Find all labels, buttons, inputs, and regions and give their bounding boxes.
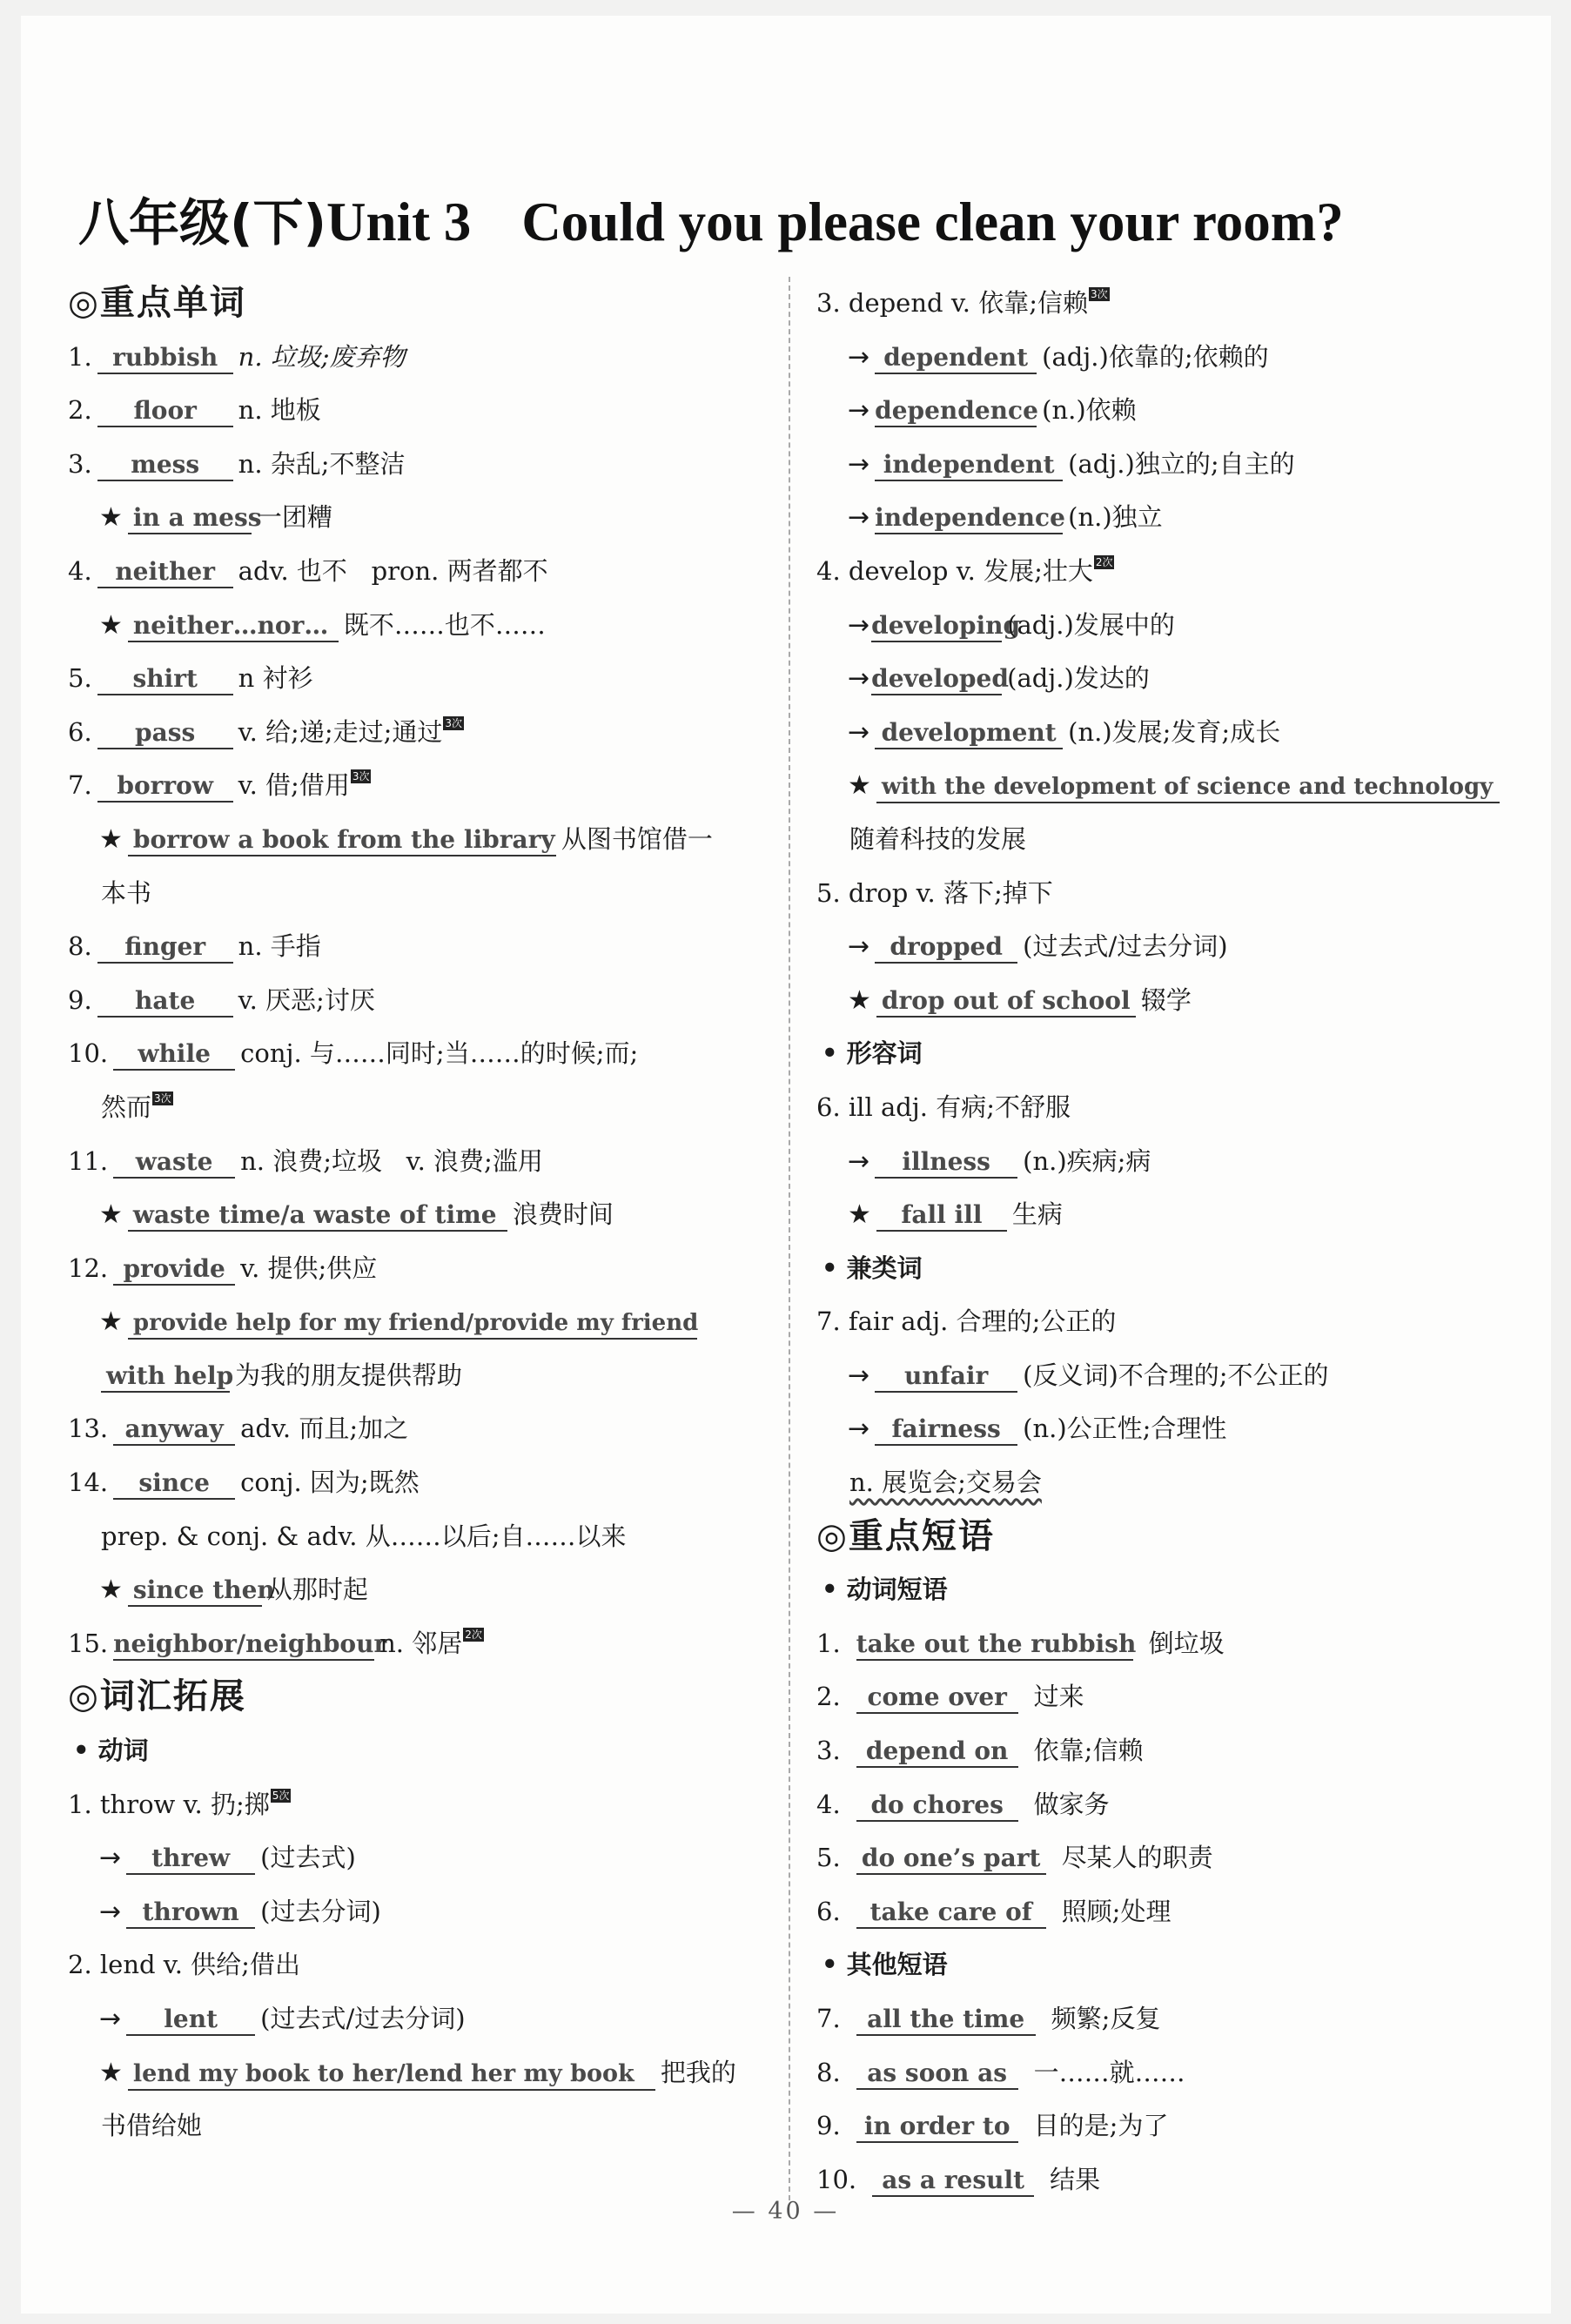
word-item: ★ lend my book to her/lend her my book 把我的: [68, 2046, 764, 2100]
answer-blank: do chores: [856, 1790, 1018, 1822]
arrow-icon: →: [848, 663, 870, 695]
word-item: → dropped (过去式/过去分词): [848, 931, 1228, 963]
word-item: 3. mess n. 杂乱;不整洁: [68, 438, 764, 492]
page-title: [78, 187, 1523, 258]
subhead-multi-class: • 兼类词: [822, 1253, 923, 1283]
subhead-other-phrases: • 其他短语: [822, 1950, 948, 1980]
subhead-adjectives: • 形容词: [822, 1038, 923, 1069]
word-item: ★ borrow a book from the library 从图书馆借一: [99, 823, 713, 855]
answer-blank: as a result: [872, 2166, 1034, 2197]
answer-blank: come over: [856, 1683, 1018, 1714]
frequency-badge: 3次: [154, 1091, 171, 1105]
word-item: → unfair (反义词)不合理的;不公正的: [848, 1360, 1329, 1391]
answer-blank: independence: [875, 503, 1063, 534]
answer-blank: threw: [126, 1844, 255, 1875]
word-item: 4. develop v. 发展;壮大 2次: [816, 555, 1113, 586]
frequency-badge: 3次: [352, 770, 370, 783]
answer-blank: in a mess: [128, 503, 252, 534]
phrase-item: 10. as a result 结果: [816, 2153, 1539, 2207]
section-vocab-expand: ◎词汇拓展: [68, 1676, 246, 1717]
answer-blank: in order to: [856, 2112, 1018, 2143]
arrow-icon: →: [848, 1145, 870, 1177]
phrase-item: 9. in order to 目的是;为了: [816, 2099, 1539, 2153]
answer-blank: provide help for my friend/provide my friend: [128, 1308, 697, 1340]
phrase-item: 5. do one’s part 尽某人的职责: [816, 1831, 1539, 1885]
star-icon: ★: [99, 823, 123, 855]
answer-blank: dropped: [875, 932, 1017, 964]
arrow-icon: →: [848, 502, 870, 534]
star-icon: ★: [848, 1199, 871, 1231]
answer-blank: unfair: [875, 1361, 1017, 1393]
frequency-badge: 3次: [445, 716, 463, 729]
arrow-icon: →: [848, 1414, 870, 1445]
answer-blank: floor: [97, 396, 233, 427]
word-item: 11. waste n. 浪费;垃圾 v. 浪费;滥用: [68, 1135, 764, 1189]
word-item: ★ neither…nor… 既不……也不……: [99, 609, 546, 641]
arrow-icon: →: [99, 1896, 122, 1927]
star-icon: ★: [99, 502, 123, 534]
word-item: 13. anyway adv. 而且;加之: [68, 1402, 764, 1456]
word-item: 3. depend v. 依靠;信赖 3次: [816, 288, 1108, 318]
word-item: 12. provide v. 提供;供应: [68, 1242, 764, 1296]
word-item: → development (n.)发展;发育;成长: [848, 716, 1281, 748]
answer-blank: with the development of science and technology: [876, 772, 1500, 803]
word-item: ★ waste time/a waste of time 浪费时间: [99, 1199, 614, 1231]
word-item: 9. hate v. 厌恶;讨厌: [68, 974, 764, 1028]
answer-blank: drop out of school: [876, 986, 1136, 1018]
answer-blank: take care of: [856, 1897, 1046, 1929]
subhead-verb-phrases: • 动词短语: [822, 1575, 948, 1605]
phrase-item: 6. take care of 照顾;处理: [816, 1885, 1539, 1939]
answer-blank: borrow: [97, 771, 233, 803]
answer-blank: illness: [875, 1147, 1017, 1179]
arrow-icon: →: [99, 2004, 122, 2034]
answer-blank: depend on: [856, 1736, 1018, 1768]
word-item: 1. rubbish n. 垃圾;废弃物: [68, 331, 764, 385]
word-item: ★ since then从那时起: [99, 1575, 368, 1606]
answer-blank: since: [113, 1468, 235, 1500]
phrase-item: 2. come over 过来: [816, 1670, 1539, 1724]
title-grade: 八年级(下): [78, 193, 327, 252]
page-number: — 40 —: [731, 2198, 840, 2225]
word-item-continued: with help为我的朋友提供帮助: [68, 1349, 764, 1403]
answer-blank: do one’s part: [856, 1844, 1046, 1875]
answer-blank: with help: [101, 1361, 230, 1393]
arrow-icon: →: [848, 716, 870, 748]
frequency-badge: 2次: [465, 1628, 482, 1641]
answer-blank: thrown: [126, 1897, 255, 1929]
star-icon: ★: [99, 1575, 123, 1606]
answer-blank: waste: [113, 1147, 235, 1179]
word-item: →developed(adj.)发达的: [848, 663, 1150, 695]
arrow-icon: →: [848, 395, 870, 427]
answer-blank: lent: [126, 2005, 255, 2036]
answer-blank: as soon as: [856, 2059, 1018, 2090]
word-item: ★ fall ill 生病: [848, 1199, 1063, 1231]
answer-blank: while: [113, 1039, 235, 1071]
word-item: 2. floor n. 地板: [68, 384, 764, 438]
word-item-continued: 书借给她: [101, 2111, 203, 2141]
star-icon: ★: [99, 609, 123, 641]
word-item: 14. since conj. 因为;既然: [68, 1456, 764, 1510]
word-item: 7. borrow v. 借;借用 3次: [68, 759, 764, 813]
word-item: 7. fair adj. 合理的;公正的: [816, 1306, 1117, 1337]
arrow-icon: →: [848, 448, 870, 480]
phrase-item: 3. depend on 依靠;信赖: [816, 1724, 1539, 1778]
answer-blank: fairness: [875, 1414, 1017, 1446]
word-item: → lent (过去式/过去分词): [99, 2004, 466, 2034]
title-question: Could you please clean your room?: [521, 191, 1344, 252]
answer-blank: developing: [871, 611, 1002, 642]
answer-blank: borrow a book from the library: [128, 825, 556, 856]
star-icon: ★: [848, 984, 871, 1016]
star-icon: ★: [99, 1306, 123, 1338]
answer-blank: developed: [871, 664, 1002, 695]
answer-blank: neither: [97, 557, 233, 588]
word-item: → thrown (过去分词): [99, 1896, 381, 1927]
word-item: 2. lend v. 供给;借出: [68, 1950, 300, 1980]
frequency-badge: 5次: [272, 1789, 290, 1802]
answer-blank: development: [875, 718, 1063, 749]
answer-blank: finger: [97, 932, 233, 964]
word-item: 8. finger n. 手指: [68, 920, 764, 974]
answer-blank: since then: [128, 1575, 262, 1607]
phrase-item: 4. do chores 做家务: [816, 1778, 1539, 1832]
section-key-words: ◎重点单词: [68, 283, 246, 323]
phrase-item: 7. all the time 频繁;反复: [816, 1992, 1539, 2046]
word-item: [816, 759, 1539, 813]
star-icon: ★: [99, 1199, 123, 1231]
word-item-continued: 随着科技的发展: [849, 823, 1027, 854]
word-item-continued: 然而 3次: [101, 1091, 171, 1122]
word-item: → fairness (n.)公正性;合理性: [848, 1414, 1227, 1445]
answer-blank: independent: [875, 450, 1063, 481]
arrow-icon: →: [99, 1843, 122, 1874]
title-unit: Unit 3: [326, 191, 472, 252]
word-item: 5. drop v. 落下;掉下: [816, 877, 1053, 908]
word-item: → independent (adj.)独立的;自主的: [848, 448, 1295, 480]
answer-blank: neither…nor…: [128, 611, 339, 642]
answer-blank: take out the rubbish: [856, 1629, 1133, 1661]
word-item: 1. throw v. 扔;掷 5次: [68, 1789, 290, 1819]
answer-blank: fall ill: [876, 1200, 1007, 1232]
word-item: 5. shirt n 衬衫: [68, 652, 764, 706]
word-item: 6. ill adj. 有病;不舒服: [816, 1091, 1071, 1122]
section-key-phrases: ◎重点短语: [816, 1515, 995, 1556]
answer-blank: pass: [97, 718, 233, 749]
answer-blank: mess: [97, 450, 233, 481]
word-item: 10. while conj. 与……同时;当……的时候;而;: [68, 1027, 764, 1081]
word-item: ★ drop out of school 辍学: [848, 984, 1192, 1016]
arrow-icon: →: [848, 341, 870, 373]
answer-blank: hate: [97, 986, 233, 1018]
word-item-continued: 本书: [101, 877, 152, 908]
left-column: [68, 277, 764, 2153]
answer-blank: provide: [113, 1254, 235, 1286]
answer-blank: dependent: [875, 343, 1037, 374]
word-item: → illness (n.)疾病;病: [848, 1145, 1151, 1177]
word-item-continued: n. 展览会;交易会: [849, 1468, 1042, 1498]
word-item: → independence (n.)独立: [848, 502, 1163, 534]
star-icon: ★: [848, 770, 871, 802]
phrase-item: 8. as soon as 一……就……: [816, 2046, 1539, 2100]
arrow-icon: →: [848, 931, 870, 963]
arrow-icon: →: [848, 1360, 870, 1391]
word-item: →developing(adj.)发展中的: [848, 609, 1175, 641]
answer-blank: shirt: [97, 664, 233, 695]
subhead-verbs: • 动词: [73, 1736, 149, 1766]
frequency-badge: 2次: [1095, 555, 1113, 568]
word-item: → dependent (adj.)依靠的;依赖的: [848, 341, 1269, 373]
answer-blank: waste time/a waste of time: [128, 1200, 507, 1232]
word-item: → dependence (n.)依赖: [848, 395, 1137, 427]
frequency-badge: 3次: [1090, 288, 1108, 300]
word-item: → threw (过去式): [99, 1843, 356, 1874]
column-divider: [789, 277, 790, 2200]
right-column: [816, 277, 1539, 2206]
word-item: 4. neither adv. 也不 pron. 两者都不: [68, 545, 764, 599]
answer-blank: anyway: [113, 1414, 235, 1446]
word-item: [68, 1295, 764, 1349]
answer-blank: dependence: [875, 396, 1037, 427]
answer-blank: lend my book to her/lend her my book: [128, 2059, 655, 2091]
word-item-continued: prep. & conj. & adv. 从……以后;自……以来: [101, 1521, 627, 1551]
star-icon: ★: [99, 2057, 123, 2088]
answer-blank: rubbish: [97, 343, 233, 374]
word-item: 15. neighbor/neighbourn. 邻居 2次: [68, 1617, 764, 1671]
answer-blank: all the time: [856, 2005, 1036, 2036]
word-item: 6. pass v. 给;递;走过;通过 3次: [68, 706, 764, 760]
arrow-icon: →: [848, 609, 870, 641]
word-item: ★ in a mess一团糟: [99, 502, 332, 534]
answer-blank: neighbor/neighbour: [113, 1629, 374, 1661]
phrase-item: 1. take out the rubbish 倒垃圾: [816, 1617, 1539, 1671]
